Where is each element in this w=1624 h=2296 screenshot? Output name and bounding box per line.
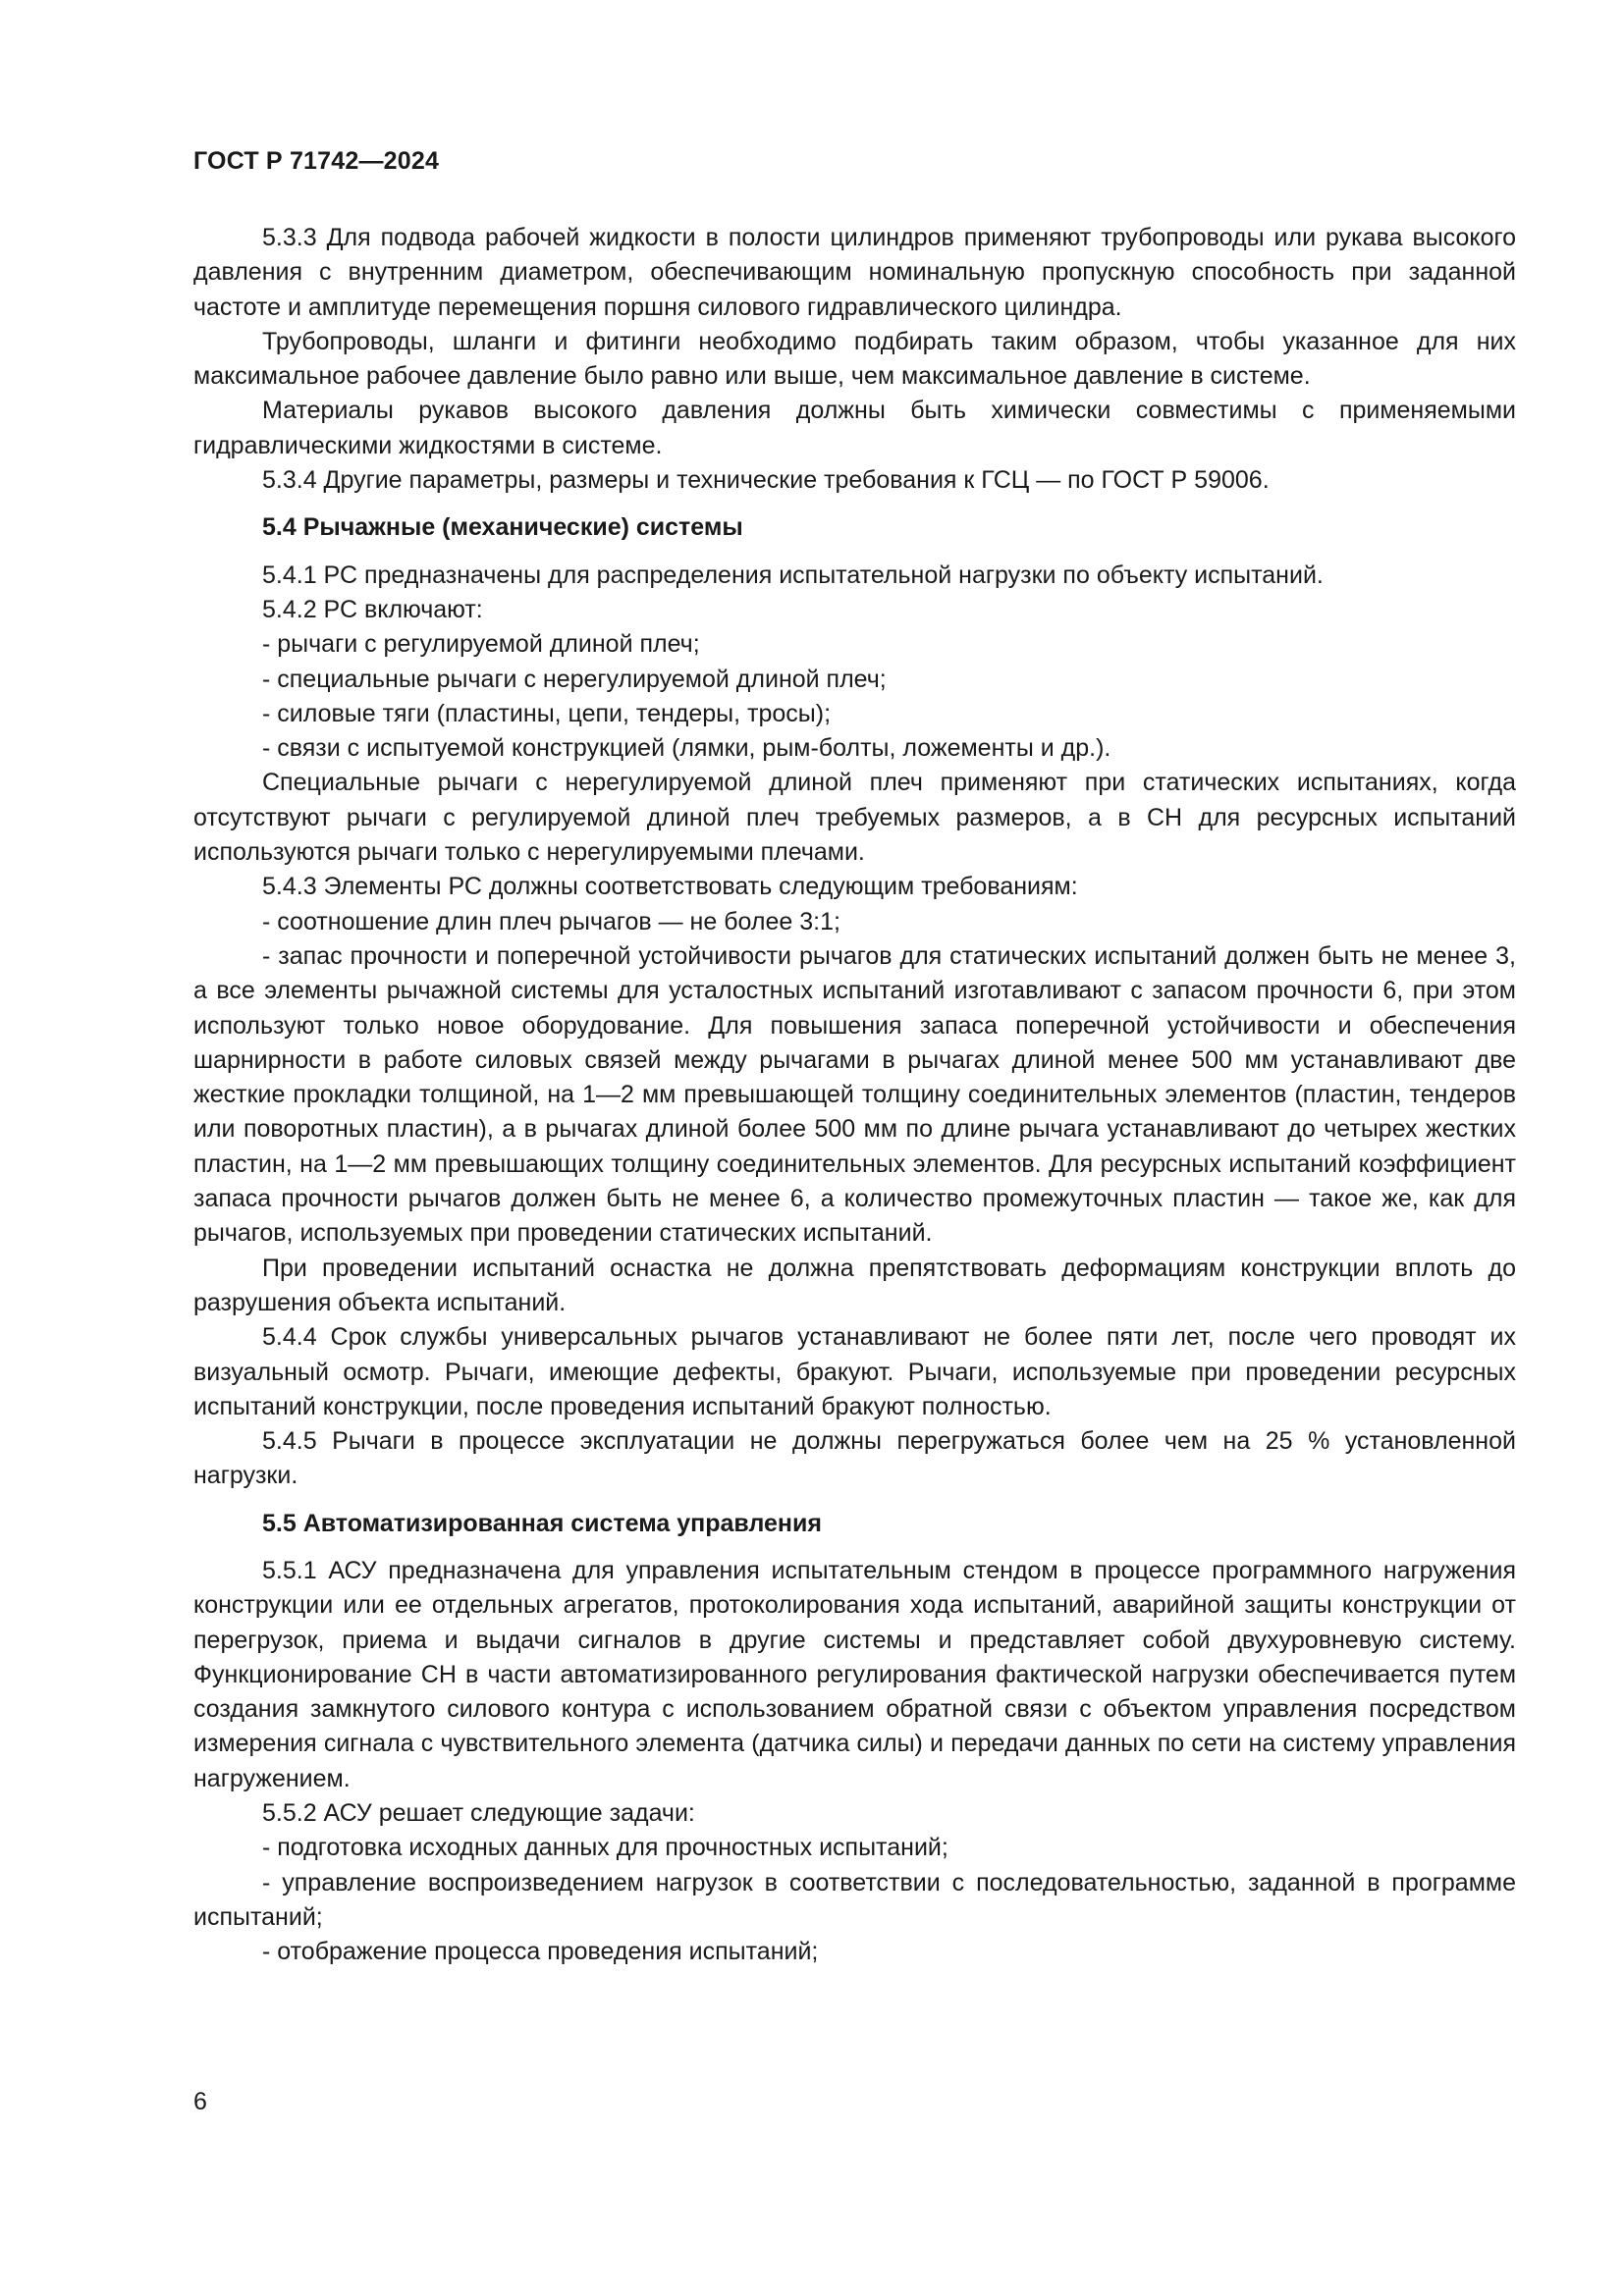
list-item: - управление воспроизведением нагрузок в соответствии с последовательностью, заданной в программе испытаний;: [193, 1868, 1516, 1931]
paragraph-5-4-5: 5.4.5 Рычаги в процессе эксплуатации не должны перегружаться более чем на 25 % установленной нагрузки.: [193, 1427, 1516, 1490]
list-item: - подготовка исходных данных для прочностных испытаний;: [262, 1834, 948, 1862]
paragraph-5-4-1: 5.4.1 РС предназначены для распределения испытательной нагрузки по объекту испытаний.: [262, 561, 1324, 589]
section-heading-5-5: 5.5 Автоматизированная система управления: [262, 1509, 822, 1537]
page-number: 6: [193, 2088, 207, 2115]
paragraph-5-4-4: 5.4.4 Срок службы универсальных рычагов устанавливают не более пяти лет, после чего проводят их визуальный осмотр. Рычаги, имеющие дефекты, бракуют. Рычаги, используемые при проведении ресурсных испытаний конструкции, после проведения испытаний бракуют полностью.: [193, 1323, 1516, 1420]
list-item: - рычаги с регулируемой длиной плеч;: [262, 630, 700, 659]
list-item: - запас прочности и поперечной устойчивости рычагов для статических испытаний должен быть не менее 3, а все элементы рычажной системы для усталостных испытаний изготавливают с запасом прочности 6, при этом используют только новое оборудование. Для повышения запаса поперечной устойчивости и обеспечения шарнирности в работе силовых связей между рычагами в рычагах длиной менее 500 мм устанавливают две жесткие прокладки толщиной, на 1—2 мм превышающей толщину соединительных элементов (пластин, тендеров или поворотных пластин), а в рычагах длиной более 500 мм по длине рычага устанавливают до четырех жестких пластин, на 1—2 мм превышающих толщину соединительных элементов. Для ресурсных испытаний коэффициент запаса прочности рычагов должен быть не менее 6, а количество промежуточных пластин — такое же, как для рычагов, используемых при проведении статических испытаний.: [193, 941, 1516, 1248]
section-heading-5-4: 5.4 Рычажные (механические) системы: [262, 513, 743, 542]
document-header: ГОСТ Р 71742—2024: [193, 147, 440, 175]
paragraph: Трубопроводы, шланги и фитинги необходимо подбирать таким образом, чтобы указанное для них максимальное рабочее давление было равно или выше, чем максимальное давление в системе.: [193, 327, 1516, 391]
paragraph-5-4-3: 5.4.3 Элементы РС должны соответствовать следующим требованиям:: [262, 873, 1078, 901]
paragraph-5-4-2: 5.4.2 РС включают:: [262, 595, 483, 623]
list-item: - связи с испытуемой конструкцией (лямки, рым-болты, ложементы и др.).: [262, 734, 1111, 763]
paragraph: Материалы рукавов высокого давления должны быть химически совместимы с применяемыми гидравлическими жидкостями в системе.: [193, 397, 1516, 459]
document-body: [193, 221, 1516, 1970]
paragraph: При проведении испытаний оснастка не должна препятствовать деформациям конструкции вплоть до разрушения объекта испытаний.: [193, 1254, 1516, 1316]
list-item: - соотношение длин плеч рычагов — не более 3:1;: [262, 907, 840, 935]
paragraph: Специальные рычаги с нерегулируемой длиной плеч применяют при статических испытаниях, когда отсутствуют рычаги с регулируемой длиной плеч требуемых размеров, а в СН для ресурсных испытаний используются рычаги только с нерегулируемыми плечами.: [193, 769, 1516, 867]
paragraph-5-3-4: 5.3.4 Другие параметры, размеры и технические требования к ГСЦ — по ГОСТ Р 59006.: [262, 466, 1270, 495]
list-item: - отображение процесса проведения испытаний;: [262, 1938, 819, 1966]
paragraph-5-3-3: 5.3.3 Для подвода рабочей жидкости в полости цилиндров применяют трубопроводы или рукава высокого давления с внутренним диаметром, обеспечивающим номинальную пропускную способность при заданной частоте и амплитуде перемещения поршня силового гидравлического цилиндра.: [193, 224, 1516, 321]
paragraph-5-5-2: 5.5.2 АСУ решает следующие задачи:: [262, 1799, 695, 1828]
list-item: - специальные рычаги с нерегулируемой длиной плеч;: [262, 665, 887, 693]
list-item: - силовые тяги (пластины, цепи, тендеры, тросы);: [262, 699, 832, 727]
paragraph-5-5-1: 5.5.1 АСУ предназначена для управления испытательным стендом в процессе программного нагружения конструкции или ее отдельных агрегатов, протоколирования хода испытаний, аварийной защиты конструкции от перегрузок, приема и выдачи сигналов в другие системы и представляет собой двухуровневую систему. Функционирование СН в части автоматизированного регулирования фактической нагрузки обеспечивается путем создания замкнутого силового контура с использованием обратной связи с объектом управления посредством измерения сигнала с чувствительного элемента (датчика силы) и передачи данных по сети на систему управления нагружением.: [193, 1556, 1516, 1792]
